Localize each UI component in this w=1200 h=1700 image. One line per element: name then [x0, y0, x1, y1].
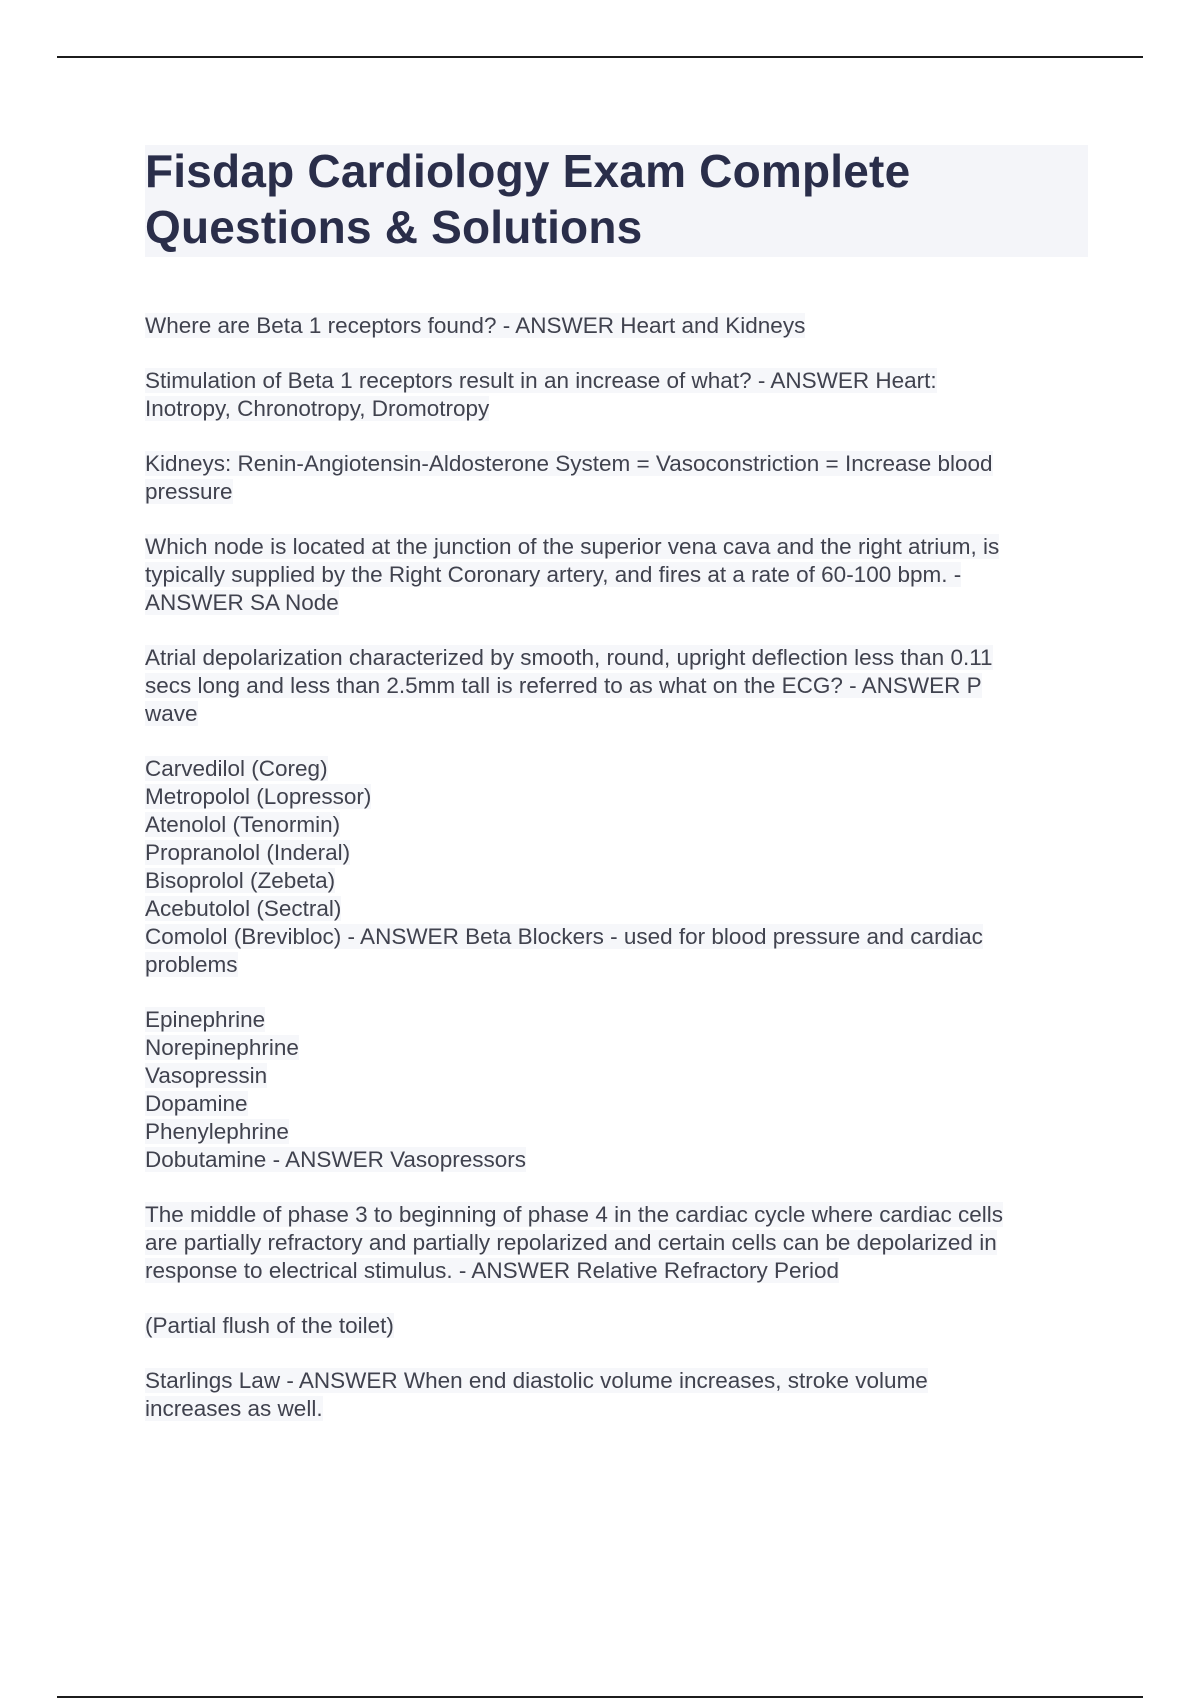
qa-line: Atrial depolarization characterized by smooth, round, upright deflection less than 0.11 [145, 645, 993, 670]
qa-line: Metropolol (Lopressor) [145, 784, 372, 809]
qa-line: secs long and less than 2.5mm tall is referred to as what on the ECG? - ANSWER P [145, 673, 982, 698]
qa-line: typically supplied by the Right Coronary artery, and fires at a rate of 60-100 bpm. - [145, 562, 962, 587]
qa-line: ANSWER SA Node [145, 590, 339, 615]
qa-line: Acebutolol (Sectral) [145, 896, 342, 921]
qa-line: Epinephrine [145, 1007, 266, 1032]
qa-line: Carvedilol (Coreg) [145, 756, 328, 781]
qa-line: Comolol (Brevibloc) - ANSWER Beta Blockers - used for blood pressure and cardiac [145, 924, 983, 949]
qa-line: response to electrical stimulus. - ANSWER Relative Refractory Period [145, 1258, 839, 1283]
qa-line: Kidneys: Renin-Angiotensin-Aldosterone System = Vasoconstriction = Increase blood [145, 451, 993, 476]
qa-line: Inotropy, Chronotropy, Dromotropy [145, 396, 490, 421]
qa-entry [145, 533, 1075, 617]
qa-line: are partially refractory and partially repolarized and certain cells can be depolarized in [145, 1230, 997, 1255]
qa-line: Dobutamine - ANSWER Vasopressors [145, 1147, 526, 1172]
qa-line: Starlings Law - ANSWER When end diastolic volume increases, stroke volume [145, 1368, 928, 1393]
qa-line: Norepinephrine [145, 1035, 299, 1060]
qa-entry [145, 367, 1075, 423]
qa-entry [145, 1201, 1075, 1285]
qa-line: pressure [145, 479, 233, 504]
qa-line: Phenylephrine [145, 1119, 289, 1144]
qa-line: increases as well. [145, 1396, 323, 1421]
qa-line: Dopamine [145, 1091, 248, 1116]
qa-entry [145, 644, 1075, 728]
qa-line: Vasopressin [145, 1063, 268, 1088]
qa-line: The middle of phase 3 to beginning of phase 4 in the cardiac cycle where cardiac cells [145, 1202, 1003, 1227]
qa-line: problems [145, 952, 238, 977]
qa-line: Bisoprolol (Zebeta) [145, 868, 336, 893]
qa-line: wave [145, 701, 198, 726]
qa-entry [145, 1312, 1075, 1340]
page-title [145, 143, 1085, 255]
qa-list [145, 312, 1075, 1450]
qa-entry [145, 1367, 1075, 1423]
qa-line: Stimulation of Beta 1 receptors result in an increase of what? - ANSWER Heart: [145, 368, 937, 393]
qa-line: Where are Beta 1 receptors found? - ANSWER Heart and Kidneys [145, 313, 806, 338]
qa-entry [145, 450, 1075, 506]
qa-line: Atenolol (Tenormin) [145, 812, 341, 837]
title-line: Fisdap Cardiology Exam Complete [145, 145, 911, 197]
bottom-divider [57, 1696, 1143, 1698]
title-line: Questions & Solutions [145, 201, 643, 253]
qa-line: (Partial flush of the toilet) [145, 1313, 394, 1338]
qa-entry [145, 312, 1075, 340]
qa-entry [145, 1006, 1075, 1174]
top-divider [57, 56, 1143, 58]
qa-entry [145, 755, 1075, 979]
qa-line: Propranolol (Inderal) [145, 840, 351, 865]
qa-line: Which node is located at the junction of the superior vena cava and the right atrium, is [145, 534, 1000, 559]
